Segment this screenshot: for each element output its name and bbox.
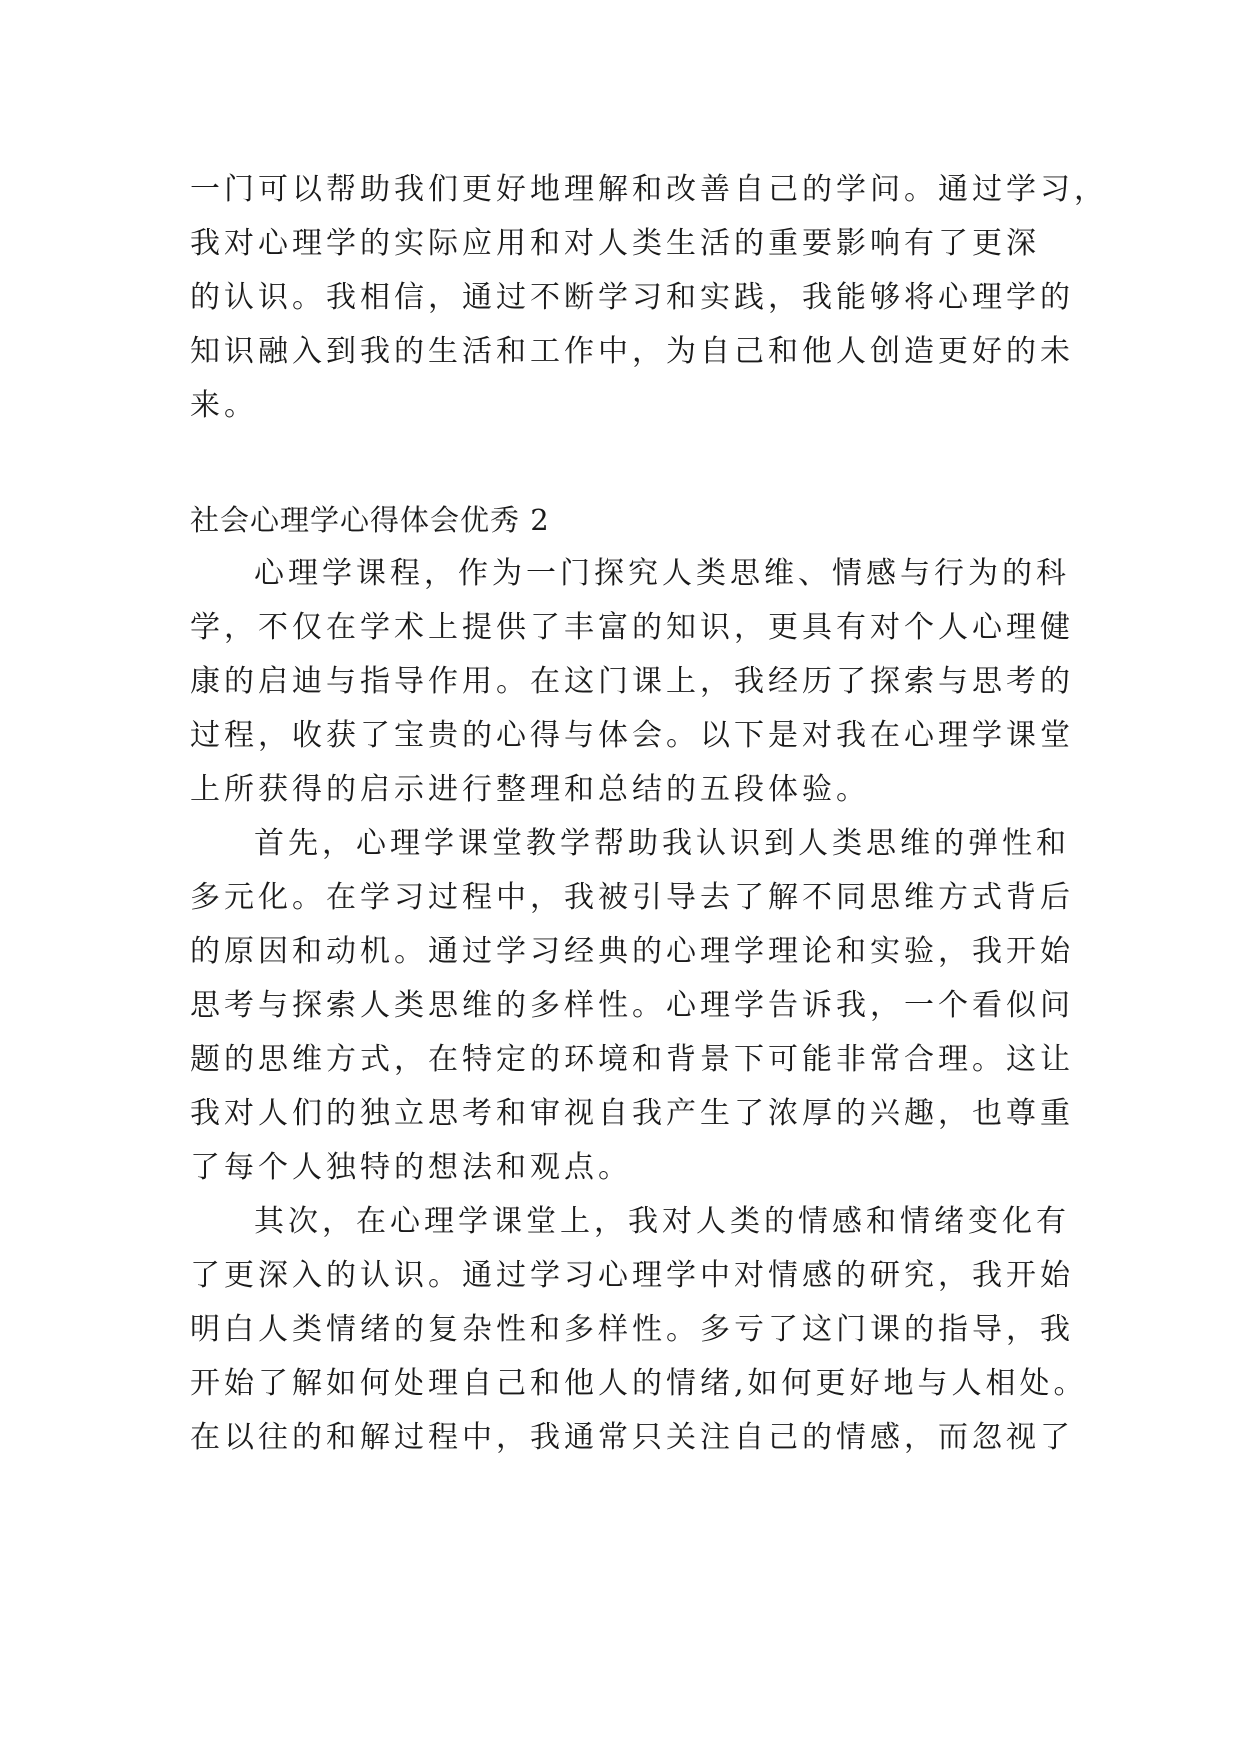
- text-line: 在以往的和解过程中，我通常只关注自己的情感，而忽视了: [190, 1420, 1074, 1455]
- text-line: 了更深入的认识。通过学习心理学中对情感的研究，我开始: [190, 1258, 1074, 1293]
- text-line: 我对心理学的实际应用和对人类生活的重要影响有了更深: [190, 226, 1040, 261]
- document-body: [190, 163, 1108, 1465]
- text-line: 题的思维方式，在特定的环境和背景下可能非常合理。这让: [190, 1042, 1074, 1077]
- text-line: 上所获得的启示进行整理和总结的五段体验。: [190, 772, 870, 807]
- text-line: 来。: [190, 388, 258, 423]
- text-line: 的认识。我相信，通过不断学习和实践，我能够将心理学的: [190, 280, 1074, 315]
- text-line: 学，不仅在学术上提供了丰富的知识，更具有对个人心理健: [190, 610, 1074, 645]
- text-line: 过程，收获了宝贵的心得与体会。以下是对我在心理学课堂: [190, 718, 1074, 753]
- text-line: 其次，在心理学课堂上，我对人类的情感和情绪变化有: [254, 1204, 1070, 1239]
- text-line: 知识融入到我的生活和工作中，为自己和他人创造更好的未: [190, 334, 1074, 369]
- text-line: 思考与探索人类思维的多样性。心理学告诉我，一个看似问: [190, 988, 1074, 1023]
- section-title: 社会心理学心得体会优秀 2: [190, 503, 550, 537]
- text-line: 康的启迪与指导作用。在这门课上，我经历了探索与思考的: [190, 664, 1074, 699]
- paragraph-1: [190, 547, 1074, 817]
- text-line: 我对人们的独立思考和审视自我产生了浓厚的兴趣，也尊重: [190, 1096, 1074, 1131]
- text-line: 多元化。在学习过程中，我被引导去了解不同思维方式背后: [190, 880, 1074, 915]
- text-line: 心理学课程，作为一门探究人类思维、情感与行为的科: [254, 556, 1070, 591]
- text-line: 首先，心理学课堂教学帮助我认识到人类思维的弹性和: [254, 826, 1070, 861]
- text-line: 一门可以帮助我们更好地理解和改善自己的学问。通过学习，: [190, 172, 1108, 207]
- text-line: 的原因和动机。通过学习经典的心理学理论和实验，我开始: [190, 934, 1074, 969]
- text-line: 明白人类情绪的复杂性和多样性。多亏了这门课的指导，我: [190, 1312, 1074, 1347]
- intro-paragraph: [190, 163, 1108, 433]
- paragraph-2: [190, 817, 1074, 1195]
- text-line: 了每个人独特的想法和观点。: [190, 1150, 632, 1185]
- paragraph-3: [190, 1195, 1088, 1465]
- text-line: 开始了解如何处理自己和他人的情绪,如何更好地与人相处。: [190, 1366, 1088, 1401]
